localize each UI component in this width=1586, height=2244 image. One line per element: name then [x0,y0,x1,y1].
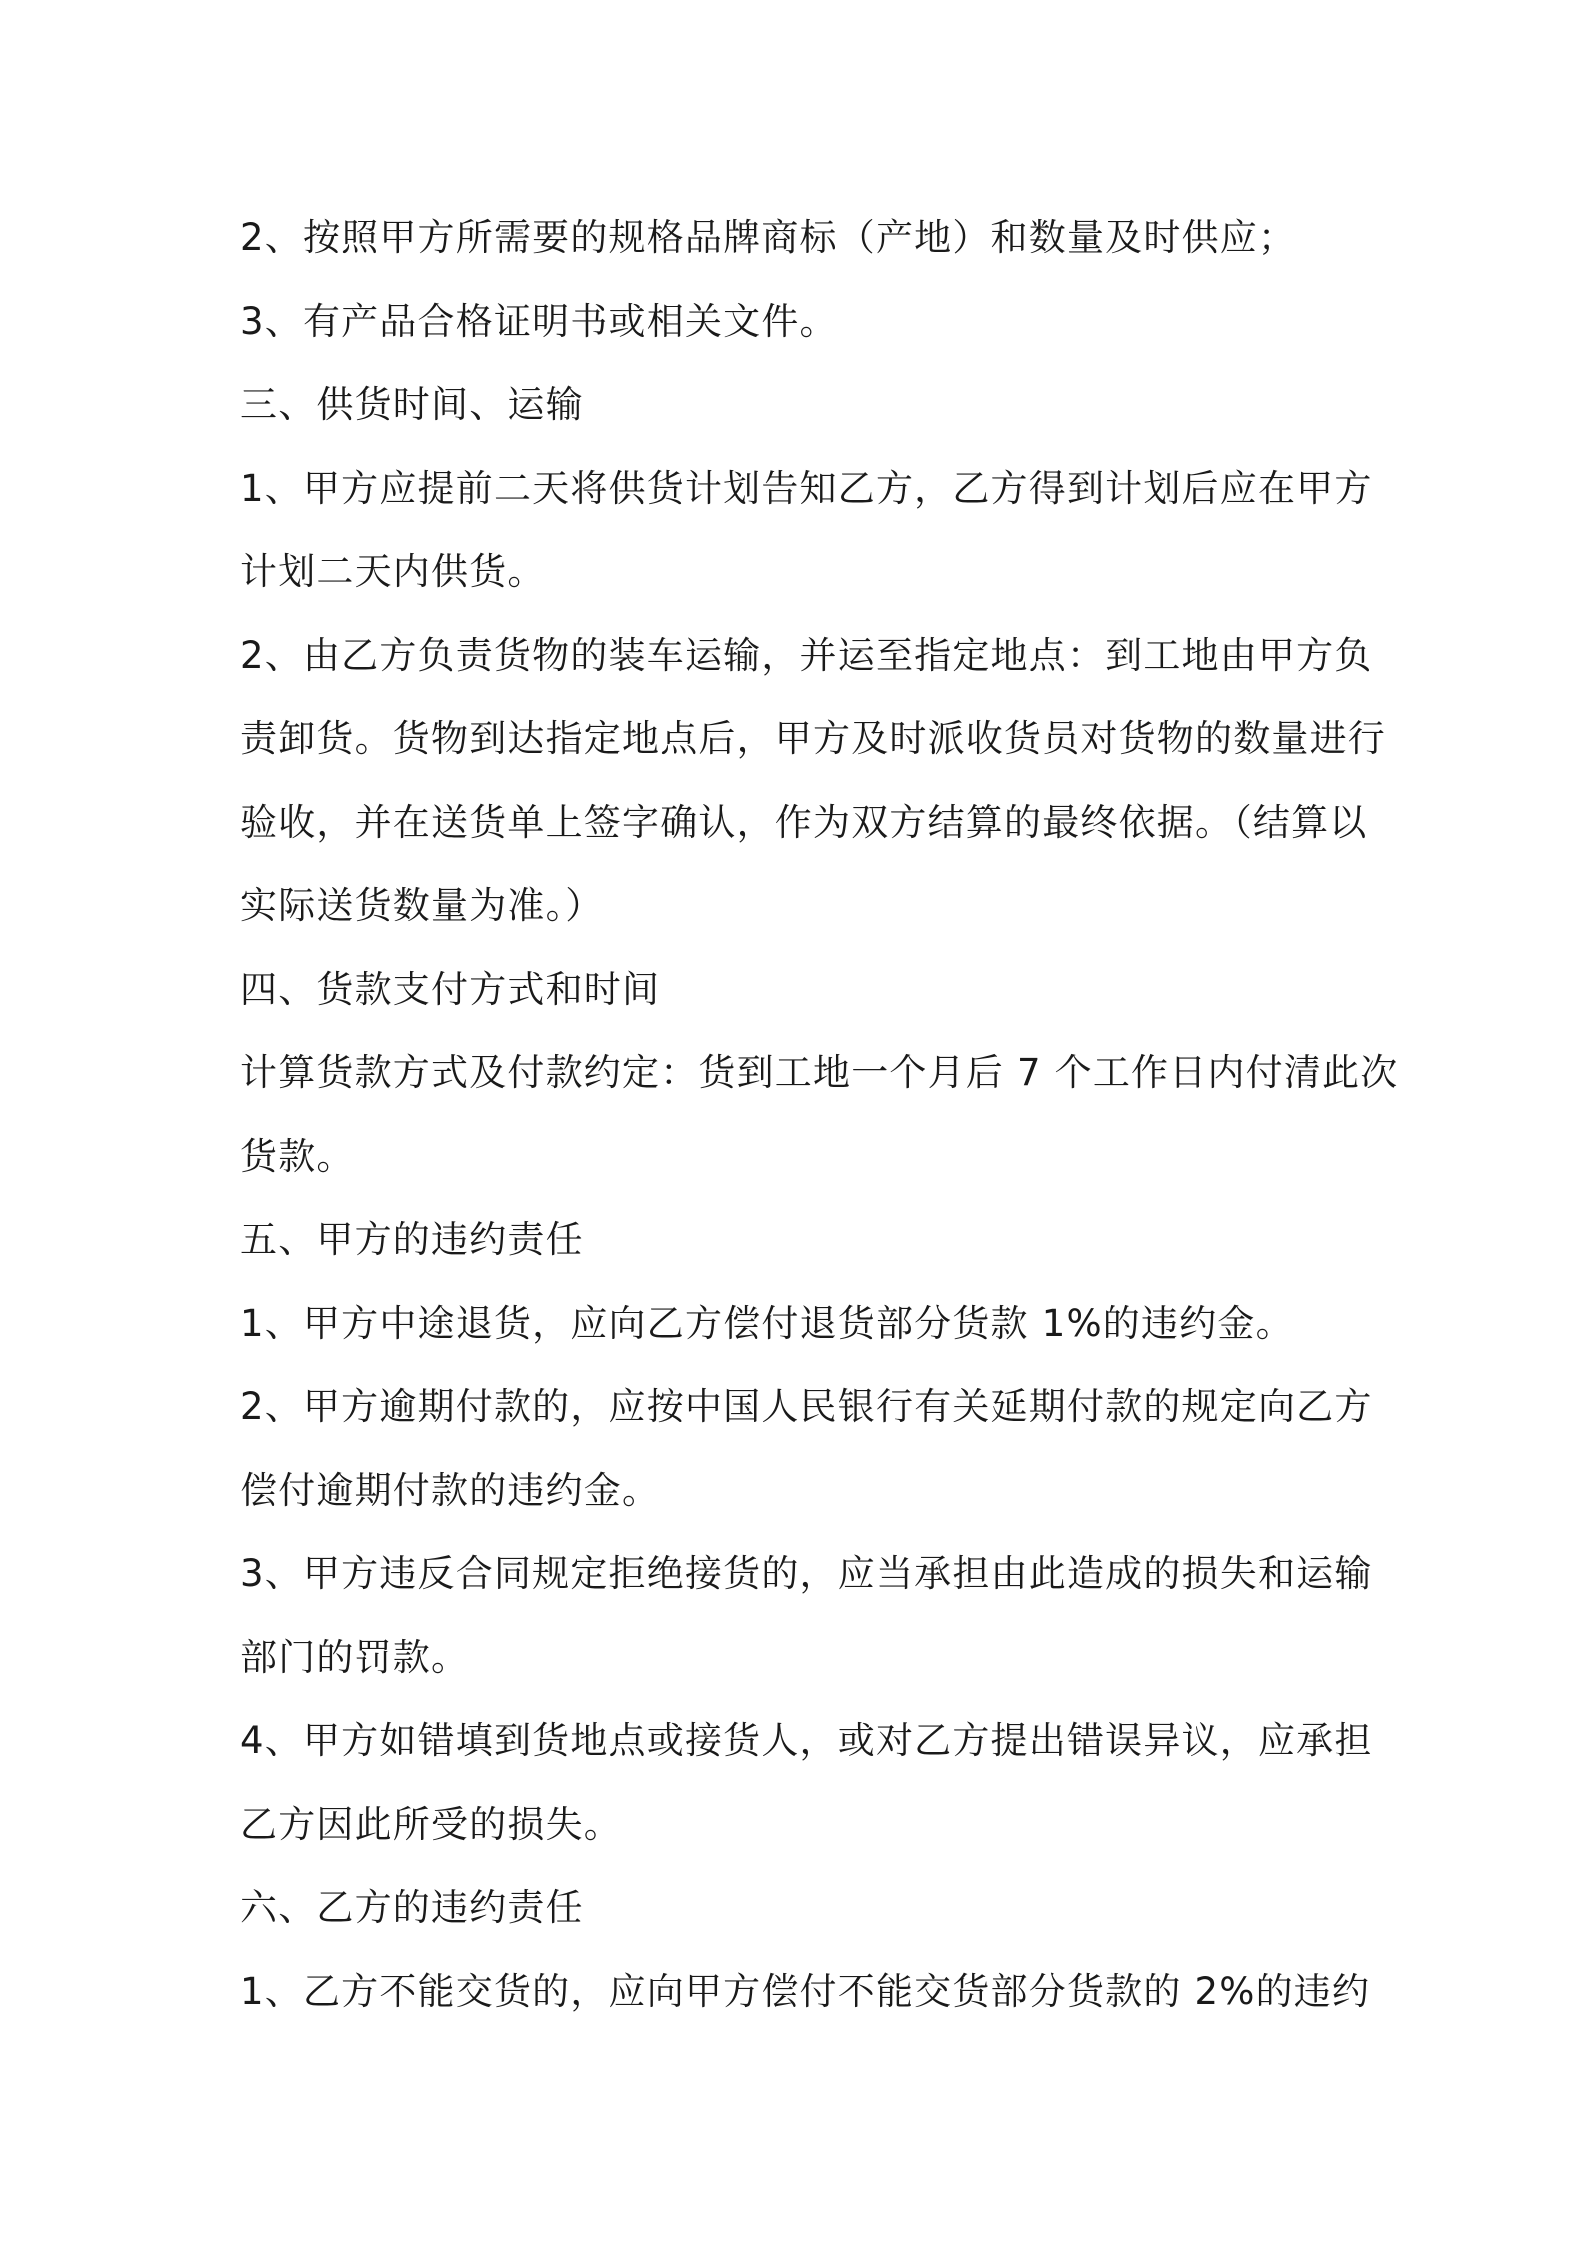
clause-line: 2、甲方逾期付款的，应按中国人民银行有关延期付款的规定向乙方 [240,1385,1373,1428]
clause-line: 偿付逾期付款的违约金。 [240,1468,661,1512]
clause-line: 计划二天内供货。 [240,550,546,593]
clause-line: 部门的罚款。 [240,1635,470,1679]
section-heading: 六、乙方的违约责任 [240,1886,584,1929]
clause-line: 2、由乙方负责货物的装车运输，并运至指定地点：到工地由甲方负 [240,633,1373,677]
section-heading: 四、货款支付方式和时间 [240,967,661,1011]
section-heading: 三、供货时间、运输 [240,383,584,426]
clause-line: 货款。 [240,1134,355,1178]
document-body [240,196,1399,2033]
clause-line: 3、有产品合格证明书或相关文件。 [240,299,838,343]
clause-line: 1、乙方不能交货的，应向甲方偿付不能交货部分货款的 2%的违约 [240,1969,1371,2013]
clause-line: 4、甲方如错填到货地点或接货人，或对乙方提出错误异议，应承担 [240,1719,1373,1762]
clause-line: 责卸货。货物到达指定地点后，甲方及时派收货员对货物的数量进行 [240,717,1386,760]
clause-line: 计算货款方式及付款约定：货到工地一个月后 7 个工作日内付清此次 [240,1051,1399,1094]
clause-line: 1、甲方中途退货，应向乙方偿付退货部分货款 1%的违约金。 [240,1301,1294,1345]
clause-line: 验收，并在送货单上签字确认，作为双方结算的最终依据。（结算以 [240,800,1368,844]
clause-line: 乙方因此所受的损失。 [240,1802,622,1846]
clause-line: 3、甲方违反合同规定拒绝接货的，应当承担由此造成的损失和运输 [240,1552,1373,1595]
clause-line: 实际送货数量为准。） [240,884,604,927]
section-heading: 五、甲方的违约责任 [240,1218,584,1261]
clause-line: 1、甲方应提前二天将供货计划告知乙方，乙方得到计划后应在甲方 [240,466,1373,510]
clause-line: 2、按照甲方所需要的规格品牌商标（产地）和数量及时供应； [240,216,1297,259]
